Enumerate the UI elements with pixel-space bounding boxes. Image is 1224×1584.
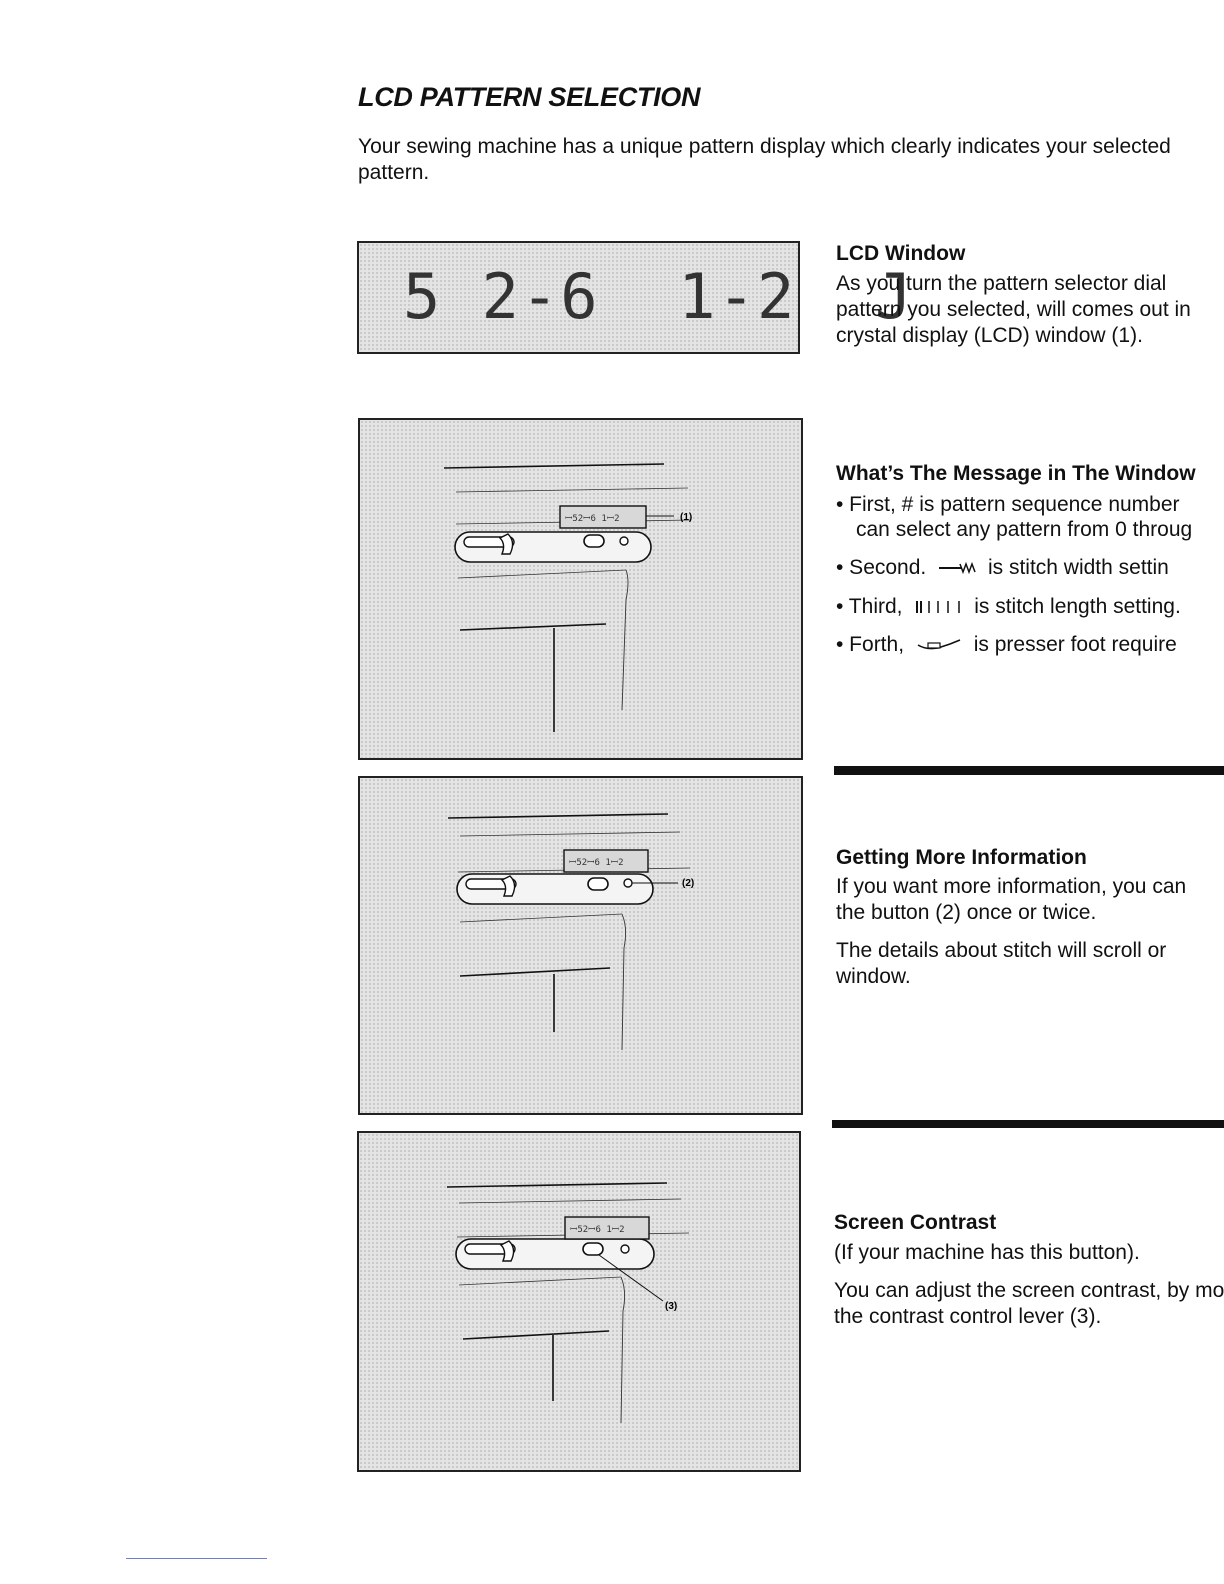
bullet-first-line-2: can select any pattern from 0 throug: [856, 518, 1193, 541]
page-title: LCD PATTERN SELECTION: [358, 82, 701, 112]
more-info-line-2: the button (2) once or twice.: [836, 901, 1097, 924]
machine-illustration-1: [360, 420, 801, 758]
bullet-first-line-1: • First, # is pattern sequence number: [836, 493, 1180, 516]
section-divider-1: [834, 766, 1224, 775]
callout-3: (3): [665, 1301, 678, 1312]
bullet-third-text: is stitch length setting.: [974, 595, 1181, 618]
bullet-second-lead: • Second.: [836, 556, 927, 579]
section-divider-2: [832, 1120, 1224, 1128]
bullet-fourth-text: is presser foot require: [973, 633, 1177, 656]
callout-1: (1): [680, 512, 693, 523]
bullet-second: [836, 555, 1169, 581]
stitch-width-icon: [938, 561, 976, 575]
bullet-third: [836, 594, 1181, 620]
contrast-line-1: (If your machine has this button).: [834, 1241, 1140, 1264]
machine-illustration-3: [359, 1133, 799, 1470]
footnote-rule: [126, 1558, 267, 1559]
machine-illustration-2: [360, 778, 801, 1113]
lcd-display-text: 5 2-6 1-2 J: [403, 260, 915, 333]
intro-paragraph: Your sewing machine has a unique pattern display which clearly indicates your selected pattern.: [358, 135, 1171, 184]
bullet-second-text: is stitch width settin: [987, 556, 1169, 579]
machine-figure-2: [358, 776, 803, 1115]
more-info-heading: Getting More Information: [836, 846, 1087, 869]
machine-figure-1: [358, 418, 803, 760]
callout-2: (2): [682, 878, 695, 889]
lcd-window-line-2: pattern you selected, will comes out in: [836, 298, 1191, 321]
message-heading: What’s The Message in The Window: [836, 462, 1196, 485]
more-info-line-4: window.: [836, 965, 911, 988]
svg-text:ꟷ52ꟷ6 1ꟷ2: ꟷ52ꟷ6 1ꟷ2: [569, 858, 624, 868]
contrast-heading: Screen Contrast: [834, 1211, 997, 1234]
lcd-window-line-3: crystal display (LCD) window (1).: [836, 324, 1143, 347]
bullet-fourth-lead: • Forth,: [836, 633, 905, 656]
bullet-third-lead: • Third,: [836, 595, 903, 618]
machine-figure-3: [357, 1131, 801, 1472]
lcd-window-line-1: As you turn the pattern selector dial: [836, 272, 1167, 295]
contrast-line-2: You can adjust the screen contrast, by mo: [834, 1279, 1224, 1302]
more-info-line-3: The details about stitch will scroll or: [836, 939, 1167, 962]
more-info-line-1: If you want more information, you can: [836, 875, 1187, 898]
svg-text:ꟷ52ꟷ6 1ꟷ2: ꟷ52ꟷ6 1ꟷ2: [570, 1225, 625, 1235]
stitch-length-icon: [914, 599, 962, 615]
contrast-line-3: the contrast control lever (3).: [834, 1305, 1102, 1328]
presser-foot-icon: [916, 638, 962, 652]
svg-text:ꟷ52ꟷ6 1ꟷ2: ꟷ52ꟷ6 1ꟷ2: [565, 514, 620, 524]
lcd-window-heading: LCD Window: [836, 242, 966, 265]
bullet-fourth: [836, 632, 1177, 658]
